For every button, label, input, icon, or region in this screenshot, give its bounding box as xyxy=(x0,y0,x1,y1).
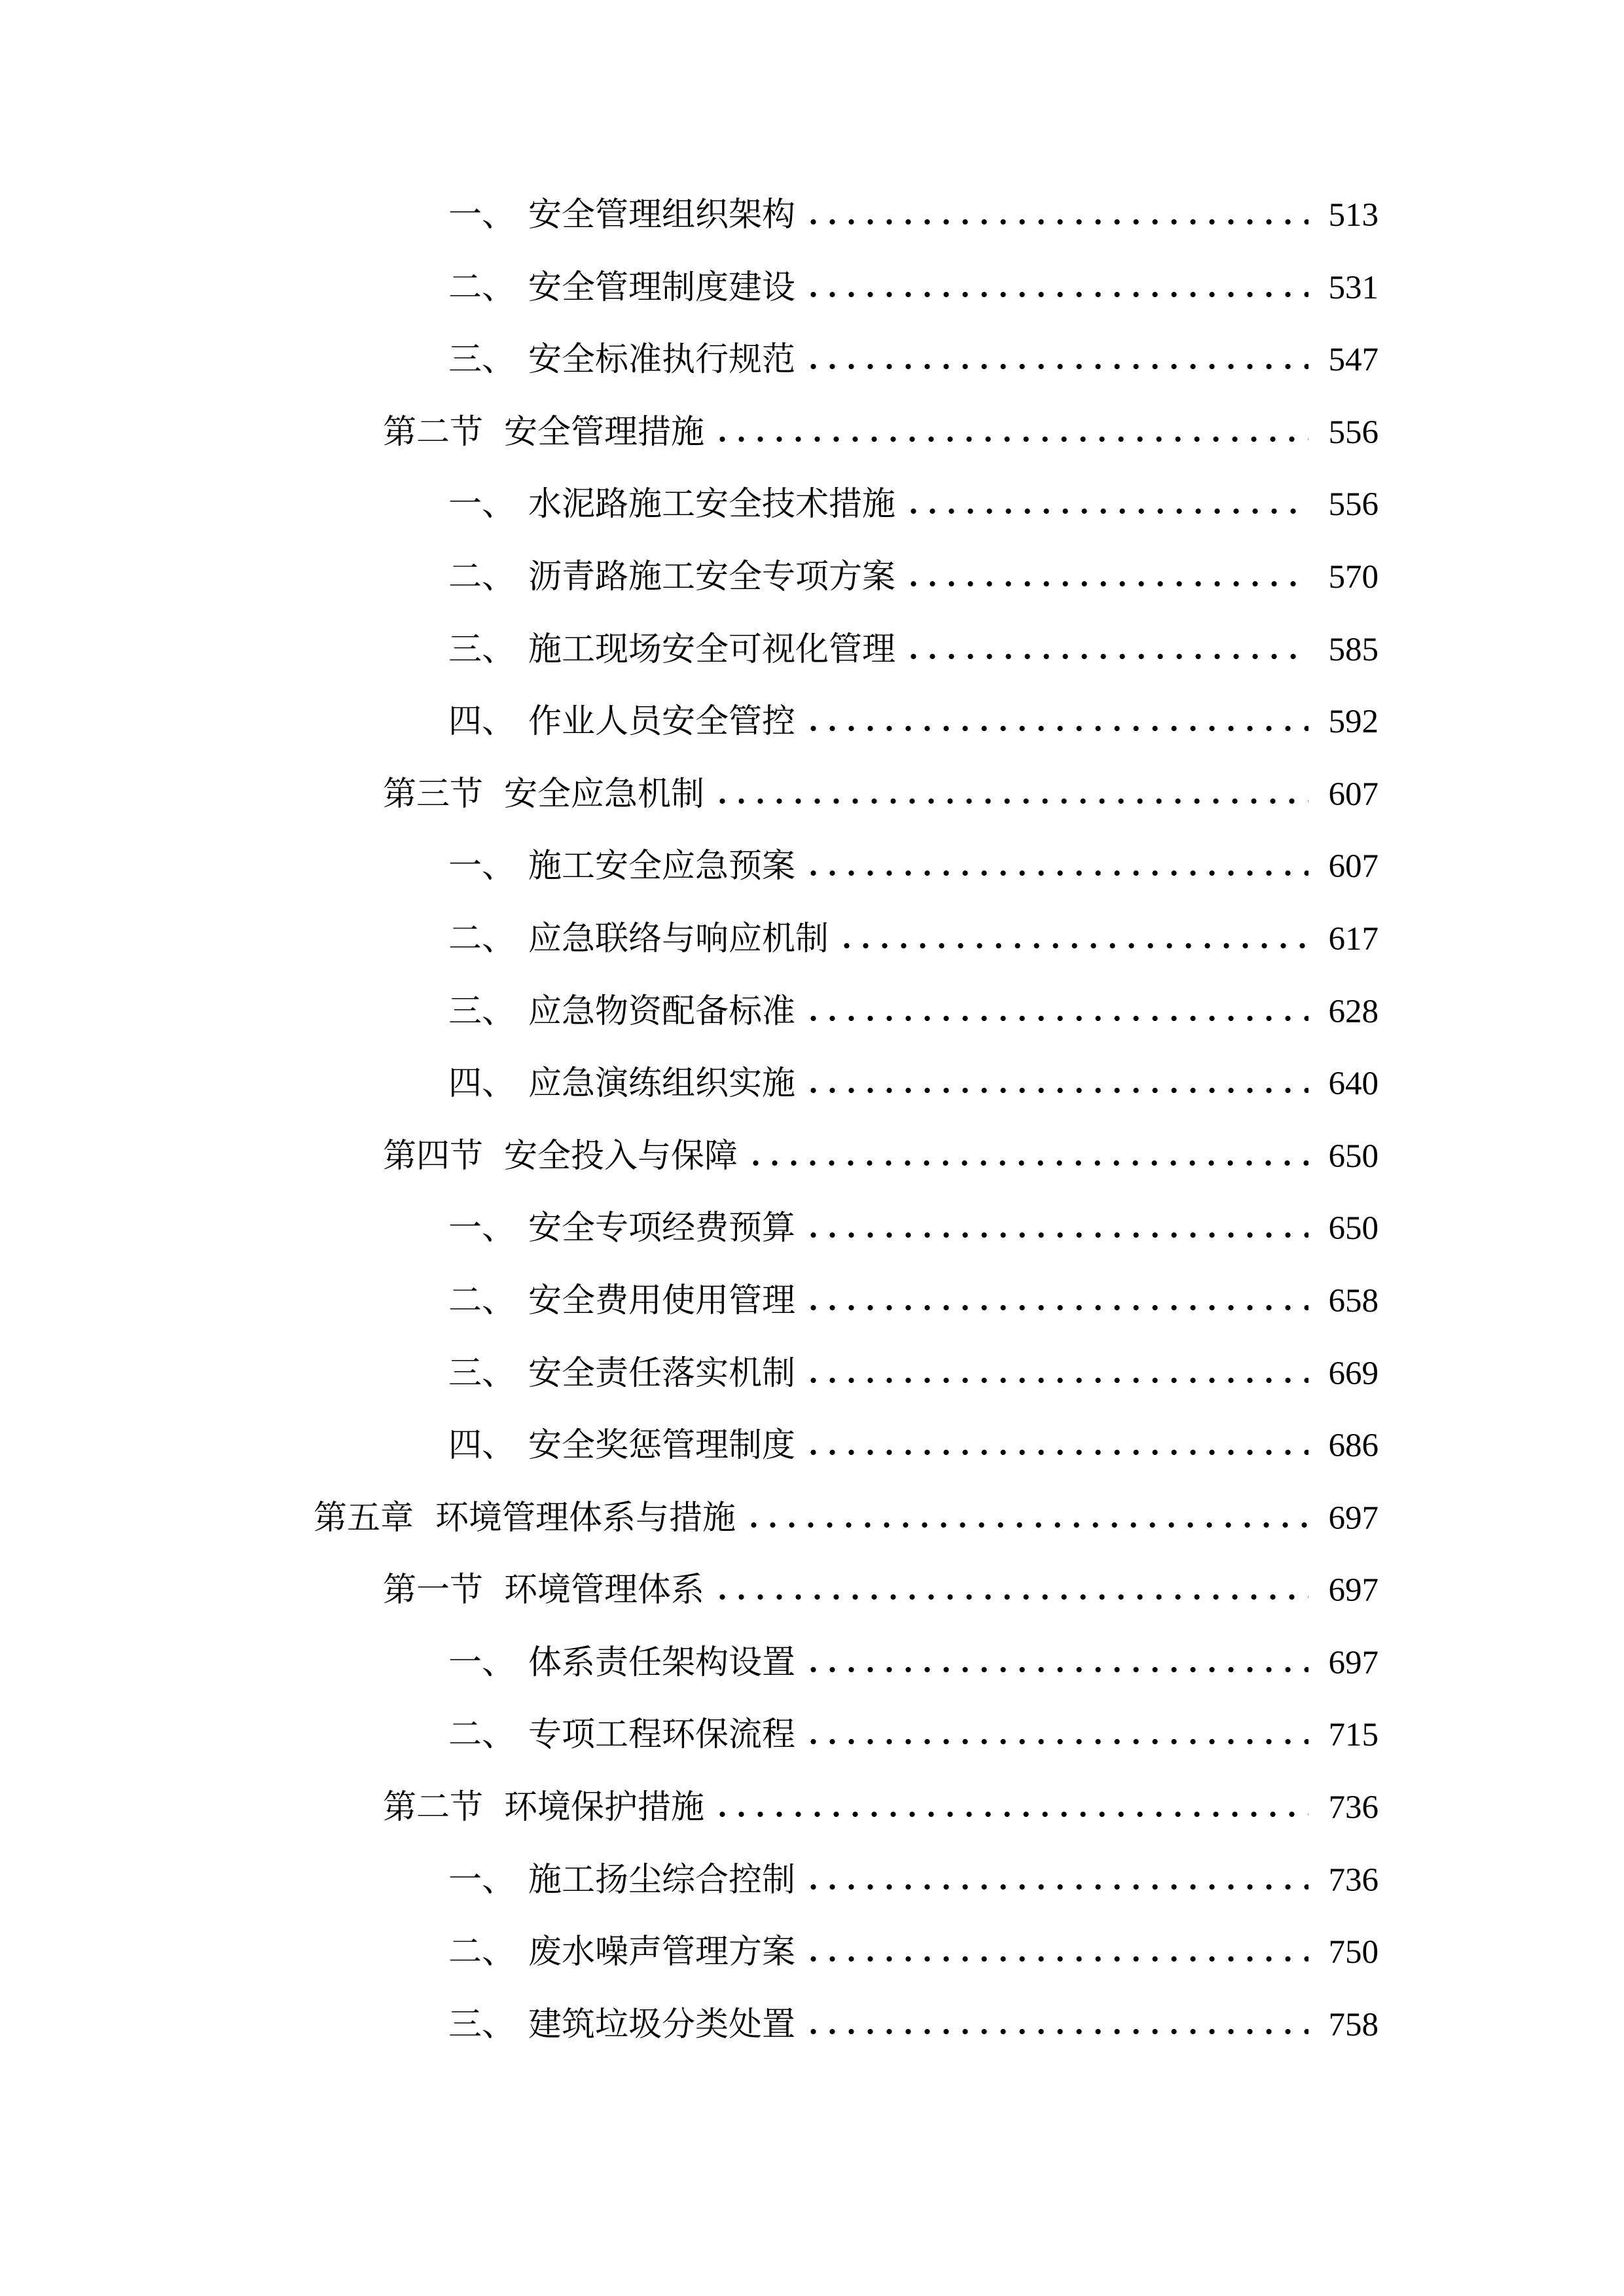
toc-entry-page: 547 xyxy=(1328,342,1379,379)
dot-leader xyxy=(804,2028,1308,2036)
toc-entry-title: 应急物资配备标准 xyxy=(528,993,796,1030)
dot-leader xyxy=(713,797,1308,805)
toc-entry[interactable] xyxy=(0,686,1624,759)
toc-entry-number: 二、 xyxy=(448,1717,516,1754)
toc-entry-number: 二、 xyxy=(448,1934,516,1971)
toc-entry-title: 安全费用使用管理 xyxy=(528,1282,796,1319)
toc-list xyxy=(0,179,1624,2061)
toc-entry-number: 第二节 xyxy=(383,414,484,451)
toc-entry[interactable] xyxy=(0,1482,1624,1555)
dot-leader xyxy=(804,869,1308,877)
toc-entry[interactable] xyxy=(0,252,1624,325)
dot-leader xyxy=(804,363,1308,370)
toc-entry-number: 二、 xyxy=(448,558,516,596)
toc-entry[interactable] xyxy=(0,976,1624,1049)
toc-entry-number: 一、 xyxy=(448,1644,516,1681)
toc-entry[interactable] xyxy=(0,1916,1624,1989)
toc-entry-title: 安全管理制度建设 xyxy=(528,269,796,306)
dot-leader xyxy=(804,1448,1308,1456)
toc-entry-number: 二、 xyxy=(448,269,516,306)
toc-entry-title: 建筑垃圾分类处置 xyxy=(528,2006,796,2043)
toc-entry-title: 应急联络与响应机制 xyxy=(528,920,829,958)
toc-entry-page: 556 xyxy=(1328,486,1379,524)
toc-entry-page: 607 xyxy=(1328,848,1379,886)
toc-entry[interactable] xyxy=(0,397,1624,469)
dot-leader xyxy=(904,653,1308,660)
toc-entry-number: 一、 xyxy=(448,1861,516,1899)
dot-leader xyxy=(804,1014,1308,1022)
toc-entry-title: 安全投入与保障 xyxy=(504,1138,738,1175)
toc-entry-page: 697 xyxy=(1328,1499,1379,1537)
toc-entry-page: 592 xyxy=(1328,704,1379,741)
toc-entry-number: 四、 xyxy=(448,1427,516,1465)
toc-entry-page: 607 xyxy=(1328,776,1379,813)
dot-leader xyxy=(804,1376,1308,1384)
dot-leader xyxy=(804,291,1308,298)
toc-entry-title: 环境管理体系与措施 xyxy=(435,1499,736,1537)
toc-entry-title: 安全奖惩管理制度 xyxy=(528,1427,796,1465)
toc-entry-title: 应急演练组织实施 xyxy=(528,1066,796,1103)
toc-entry-number: 第三节 xyxy=(383,776,484,813)
toc-entry-page: 570 xyxy=(1328,558,1379,596)
dot-leader xyxy=(804,218,1308,226)
toc-entry[interactable] xyxy=(0,831,1624,903)
toc-entry[interactable] xyxy=(0,1627,1624,1700)
toc-entry-page: 640 xyxy=(1328,1066,1379,1103)
dot-leader xyxy=(804,1086,1308,1094)
toc-entry[interactable] xyxy=(0,324,1624,397)
dot-leader xyxy=(713,435,1308,443)
toc-entry-page: 650 xyxy=(1328,1210,1379,1247)
toc-entry-number: 一、 xyxy=(448,848,516,886)
toc-entry-page: 531 xyxy=(1328,269,1379,306)
dot-leader xyxy=(804,1738,1308,1746)
toc-entry-title: 环境管理体系 xyxy=(504,1572,705,1609)
dot-leader xyxy=(744,1521,1308,1529)
toc-entry[interactable] xyxy=(0,1121,1624,1193)
toc-entry-page: 658 xyxy=(1328,1282,1379,1319)
toc-entry-page: 669 xyxy=(1328,1355,1379,1392)
toc-entry-page: 556 xyxy=(1328,414,1379,451)
toc-entry-number: 三、 xyxy=(448,2006,516,2043)
toc-entry[interactable] xyxy=(0,1338,1624,1410)
toc-entry-page: 697 xyxy=(1328,1572,1379,1609)
toc-entry-page: 686 xyxy=(1328,1427,1379,1465)
toc-entry[interactable] xyxy=(0,1265,1624,1338)
toc-entry[interactable] xyxy=(0,1048,1624,1121)
toc-entry[interactable] xyxy=(0,1193,1624,1265)
toc-entry-title: 施工现场安全可视化管理 xyxy=(528,631,896,668)
toc-entry[interactable] xyxy=(0,469,1624,541)
dot-leader xyxy=(804,1883,1308,1891)
toc-entry[interactable] xyxy=(0,179,1624,252)
toc-entry[interactable] xyxy=(0,759,1624,831)
toc-entry-page: 758 xyxy=(1328,2006,1379,2043)
toc-entry-title: 体系责任架构设置 xyxy=(528,1644,796,1681)
toc-entry-page: 750 xyxy=(1328,1934,1379,1971)
toc-entry-number: 四、 xyxy=(448,704,516,741)
toc-entry-title: 安全专项经费预算 xyxy=(528,1210,796,1247)
toc-entry-number: 三、 xyxy=(448,1355,516,1392)
toc-entry-page: 736 xyxy=(1328,1861,1379,1899)
toc-entry-number: 二、 xyxy=(448,920,516,958)
toc-entry-page: 628 xyxy=(1328,993,1379,1030)
toc-entry-title: 环境保护措施 xyxy=(504,1789,705,1827)
toc-entry-number: 三、 xyxy=(448,993,516,1030)
toc-entry-number: 三、 xyxy=(448,342,516,379)
toc-entry[interactable] xyxy=(0,1772,1624,1844)
toc-entry-page: 736 xyxy=(1328,1789,1379,1827)
toc-entry-number: 三、 xyxy=(448,631,516,668)
toc-entry-title: 施工安全应急预案 xyxy=(528,848,796,886)
toc-entry-title: 安全应急机制 xyxy=(504,776,705,813)
toc-entry-number: 第一节 xyxy=(383,1572,484,1609)
dot-leader xyxy=(904,580,1308,588)
dot-leader xyxy=(713,1593,1308,1601)
toc-entry-title: 施工扬尘综合控制 xyxy=(528,1861,796,1899)
toc-entry-title: 废水噪声管理方案 xyxy=(528,1934,796,1971)
toc-entry-number: 一、 xyxy=(448,197,516,234)
toc-entry-title: 专项工程环保流程 xyxy=(528,1717,796,1754)
toc-entry-title: 沥青路施工安全专项方案 xyxy=(528,558,896,596)
toc-entry[interactable] xyxy=(0,903,1624,976)
toc-entry-number: 一、 xyxy=(448,486,516,524)
toc-entry-number: 第五章 xyxy=(314,1499,414,1537)
toc-entry-page: 650 xyxy=(1328,1138,1379,1175)
dot-leader xyxy=(804,1955,1308,1963)
toc-entry-title: 安全管理措施 xyxy=(504,414,705,451)
dot-leader xyxy=(713,1810,1308,1818)
toc-entry[interactable] xyxy=(0,1844,1624,1917)
toc-entry[interactable] xyxy=(0,1699,1624,1772)
dot-leader xyxy=(804,725,1308,732)
toc-entry[interactable] xyxy=(0,1989,1624,2062)
toc-entry-number: 一、 xyxy=(448,1210,516,1247)
toc-entry-page: 513 xyxy=(1328,197,1379,234)
toc-entry[interactable] xyxy=(0,541,1624,614)
toc-entry[interactable] xyxy=(0,614,1624,687)
toc-entry[interactable] xyxy=(0,1410,1624,1482)
toc-entry-page: 617 xyxy=(1328,920,1379,958)
toc-entry-page: 585 xyxy=(1328,631,1379,668)
toc-entry[interactable] xyxy=(0,1554,1624,1627)
toc-entry-number: 第二节 xyxy=(383,1789,484,1827)
toc-entry-title: 作业人员安全管控 xyxy=(528,704,796,741)
toc-entry-number: 二、 xyxy=(448,1282,516,1319)
dot-leader xyxy=(904,507,1308,515)
toc-entry-title: 水泥路施工安全技术措施 xyxy=(528,486,896,524)
toc-entry-page: 697 xyxy=(1328,1644,1379,1681)
toc-entry-page: 715 xyxy=(1328,1717,1379,1754)
dot-leader xyxy=(746,1159,1308,1167)
dot-leader xyxy=(804,1666,1308,1674)
toc-entry-title: 安全标准执行规范 xyxy=(528,342,796,379)
toc-entry-title: 安全责任落实机制 xyxy=(528,1355,796,1392)
toc-entry-title: 安全管理组织架构 xyxy=(528,197,796,234)
dot-leader xyxy=(804,1231,1308,1239)
dot-leader xyxy=(804,1304,1308,1312)
dot-leader xyxy=(837,942,1308,950)
toc-entry-number: 四、 xyxy=(448,1066,516,1103)
toc-entry-number: 第四节 xyxy=(383,1138,484,1175)
